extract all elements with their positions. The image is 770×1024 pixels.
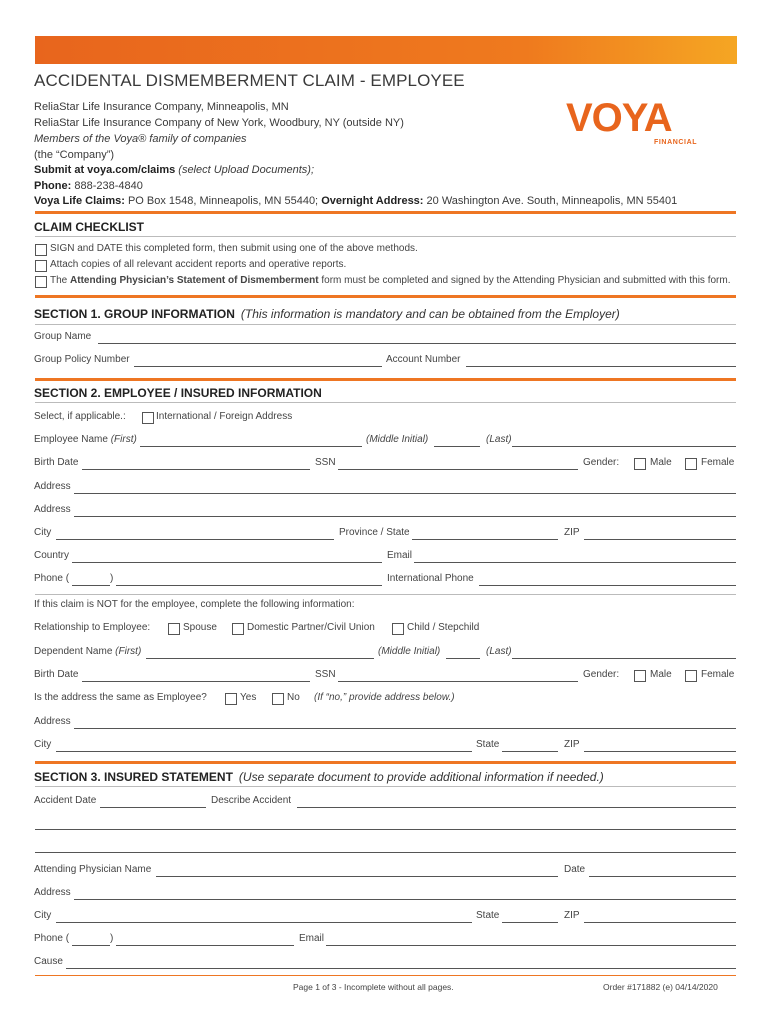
checklist-checkbox-1[interactable]: [35, 244, 47, 256]
email-label: Email: [387, 550, 413, 561]
phone-field[interactable]: [116, 585, 382, 586]
divider: [35, 236, 736, 237]
dependent-name-label: Dependent Name (First): [34, 646, 142, 657]
dependent-birth-date-label: Birth Date: [34, 669, 79, 680]
group-policy-label: Group Policy Number: [34, 354, 130, 365]
order-number: Order #171882 (e) 04/14/2020: [603, 982, 718, 992]
group-name-label: Group Name: [34, 331, 92, 342]
dependent-ssn-field[interactable]: [338, 681, 578, 682]
physician-address-field[interactable]: [74, 899, 736, 900]
accident-date-field[interactable]: [100, 807, 206, 808]
address-label: Address: [34, 504, 71, 515]
same-address-yes-label: Yes: [240, 692, 257, 703]
page-title: ACCIDENTAL DISMEMBERMENT CLAIM - EMPLOYEE: [34, 71, 465, 90]
physician-email-field[interactable]: [326, 945, 736, 946]
checklist-item-3: The Attending Physician’s Statement of Dismemberment form must be completed and signed by the Attending Physician and submitted with this form.: [50, 275, 731, 286]
group-policy-field[interactable]: [134, 366, 382, 367]
ssn-field[interactable]: [338, 469, 578, 470]
physician-phone-area-code-field[interactable]: [72, 945, 110, 946]
physician-email-label: Email: [299, 933, 325, 944]
section-2-title: SECTION 2. EMPLOYEE / INSURED INFORMATION: [34, 386, 322, 400]
divider: [35, 378, 736, 381]
header-bar: [35, 36, 737, 64]
phone-paren: ): [110, 573, 114, 584]
dependent-zip-field[interactable]: [584, 751, 736, 752]
physician-name-field[interactable]: [156, 876, 558, 877]
city-label: City: [34, 527, 52, 538]
physician-city-label: City: [34, 910, 52, 921]
physician-city-field[interactable]: [56, 922, 472, 923]
physician-name-label: Attending Physician Name: [34, 864, 152, 875]
submit-line: Submit at voya.com/claims (select Upload Documents);: [34, 164, 315, 176]
employee-name-label: Employee Name (First): [34, 434, 137, 445]
city-field[interactable]: [56, 539, 334, 540]
same-address-label: Is the address the same as Employee?: [34, 692, 207, 703]
submit-link[interactable]: Submit at voya.com/claims: [34, 164, 176, 176]
dependent-male-checkbox[interactable]: [634, 670, 646, 682]
voya-logo-subtitle: FINANCIAL: [654, 139, 698, 146]
address-field-2[interactable]: [74, 516, 736, 517]
voya-logo: VOYA: [566, 96, 672, 140]
international-checkbox[interactable]: [142, 412, 154, 424]
phone-area-code-field[interactable]: [72, 585, 110, 586]
same-address-no-checkbox[interactable]: [272, 693, 284, 705]
not-employee-note: If this claim is NOT for the employee, complete the following information:: [34, 599, 355, 610]
dependent-state-field[interactable]: [502, 751, 558, 752]
zip-field[interactable]: [584, 539, 736, 540]
employee-last-field[interactable]: [512, 446, 736, 447]
checklist-item-2: Attach copies of all relevant accident reports and operative reports.: [50, 259, 347, 270]
checklist-checkbox-3[interactable]: [35, 276, 47, 288]
group-name-field[interactable]: [98, 343, 736, 344]
male-label: Male: [650, 457, 672, 468]
describe-accident-field-1[interactable]: [297, 807, 736, 808]
cause-field[interactable]: [66, 968, 736, 969]
section-1-title: SECTION 1. GROUP INFORMATION (This information is mandatory and can be obtained from the Employer): [34, 307, 620, 321]
describe-accident-label: Describe Accident: [211, 795, 292, 806]
footer-divider: [35, 975, 736, 976]
child-checkbox[interactable]: [392, 623, 404, 635]
if-no-note: (If “no,” provide address below.): [314, 692, 455, 703]
physician-phone-label: Phone (: [34, 933, 70, 944]
physician-zip-field[interactable]: [584, 922, 736, 923]
province-label: Province / State: [339, 527, 410, 538]
physician-date-field[interactable]: [589, 876, 736, 877]
phone-line: Phone: 888-238-4840: [34, 180, 143, 192]
province-field[interactable]: [412, 539, 558, 540]
spouse-label: Spouse: [183, 622, 217, 633]
accident-date-label: Accident Date: [34, 795, 97, 806]
dependent-last-label: (Last): [486, 646, 512, 657]
dependent-city-field[interactable]: [56, 751, 472, 752]
account-number-label: Account Number: [386, 354, 461, 365]
international-phone-label: International Phone: [387, 573, 474, 584]
dependent-last-field[interactable]: [512, 658, 736, 659]
international-label: International / Foreign Address: [156, 411, 293, 422]
dependent-birth-date-field[interactable]: [82, 681, 310, 682]
address-label: Address: [34, 481, 71, 492]
select-label: Select, if applicable.:: [34, 411, 126, 422]
page-number: Page 1 of 3 - Incomplete without all pages.: [293, 982, 454, 992]
employee-first-field[interactable]: [140, 446, 362, 447]
dependent-state-label: State: [476, 739, 500, 750]
describe-accident-field-2[interactable]: [35, 829, 736, 830]
checklist-title: CLAIM CHECKLIST: [34, 220, 144, 234]
dependent-ssn-label: SSN: [315, 669, 336, 680]
physician-zip-label: ZIP: [564, 910, 580, 921]
physician-address-label: Address: [34, 887, 71, 898]
same-address-yes-checkbox[interactable]: [225, 693, 237, 705]
phone-label: Phone (: [34, 573, 70, 584]
dependent-male-label: Male: [650, 669, 672, 680]
divider: [35, 211, 736, 214]
address-field-1[interactable]: [74, 493, 736, 494]
dependent-middle-field[interactable]: [446, 658, 480, 659]
company-note: (the “Company”): [34, 149, 115, 161]
members-line: Members of the Voya® family of companies: [34, 133, 247, 145]
country-label: Country: [34, 550, 70, 561]
zip-label: ZIP: [564, 527, 580, 538]
company-line-2: ReliaStar Life Insurance Company of New York, Woodbury, NY (outside NY): [34, 117, 404, 129]
divider: [35, 324, 736, 325]
divider: [35, 786, 736, 787]
physician-date-label: Date: [564, 864, 586, 875]
divider: [35, 761, 736, 764]
male-checkbox[interactable]: [634, 458, 646, 470]
physician-phone-paren: ): [110, 933, 114, 944]
birth-date-field[interactable]: [82, 469, 310, 470]
dependent-female-checkbox[interactable]: [685, 670, 697, 682]
dependent-zip-label: ZIP: [564, 739, 580, 750]
dependent-address-field[interactable]: [74, 728, 736, 729]
dependent-address-label: Address: [34, 716, 71, 727]
company-line-1: ReliaStar Life Insurance Company, Minneapolis, MN: [34, 101, 289, 113]
cause-label: Cause: [34, 956, 63, 967]
relationship-label: Relationship to Employee:: [34, 622, 151, 633]
female-checkbox[interactable]: [685, 458, 697, 470]
account-number-field[interactable]: [466, 366, 736, 367]
divider: [35, 594, 736, 595]
divider: [35, 295, 736, 298]
physician-phone-field[interactable]: [116, 945, 294, 946]
checklist-item-1: SIGN and DATE this completed form, then submit using one of the above methods.: [50, 243, 418, 254]
international-phone-field[interactable]: [479, 585, 736, 586]
physician-state-label: State: [476, 910, 500, 921]
dependent-first-field[interactable]: [146, 658, 374, 659]
female-label: Female: [701, 457, 735, 468]
same-address-no-label: No: [287, 692, 300, 703]
country-field[interactable]: [72, 562, 382, 563]
address-line: Voya Life Claims: PO Box 1548, Minneapolis, MN 55440; Overnight Address: 20 Washington Ave. South, Minneapolis, MN 55401: [34, 195, 678, 207]
describe-accident-field-3[interactable]: [35, 852, 736, 853]
child-label: Child / Stepchild: [407, 622, 480, 633]
employee-last-label: (Last): [486, 434, 512, 445]
section-3-title: SECTION 3. INSURED STATEMENT (Use separate document to provide additional information if needed.): [34, 770, 604, 784]
ssn-label: SSN: [315, 457, 336, 468]
dependent-gender-label: Gender:: [583, 669, 620, 680]
dependent-city-label: City: [34, 739, 52, 750]
domestic-partner-checkbox[interactable]: [232, 623, 244, 635]
spouse-checkbox[interactable]: [168, 623, 180, 635]
employee-middle-field[interactable]: [434, 446, 480, 447]
employee-middle-label: (Middle Initial): [366, 434, 429, 445]
domestic-partner-label: Domestic Partner/Civil Union: [247, 622, 375, 633]
gender-label: Gender:: [583, 457, 620, 468]
checklist-checkbox-2[interactable]: [35, 260, 47, 272]
dependent-female-label: Female: [701, 669, 735, 680]
divider: [35, 402, 736, 403]
email-field[interactable]: [414, 562, 736, 563]
physician-state-field[interactable]: [502, 922, 558, 923]
birth-date-label: Birth Date: [34, 457, 79, 468]
dependent-middle-label: (Middle Initial): [378, 646, 441, 657]
